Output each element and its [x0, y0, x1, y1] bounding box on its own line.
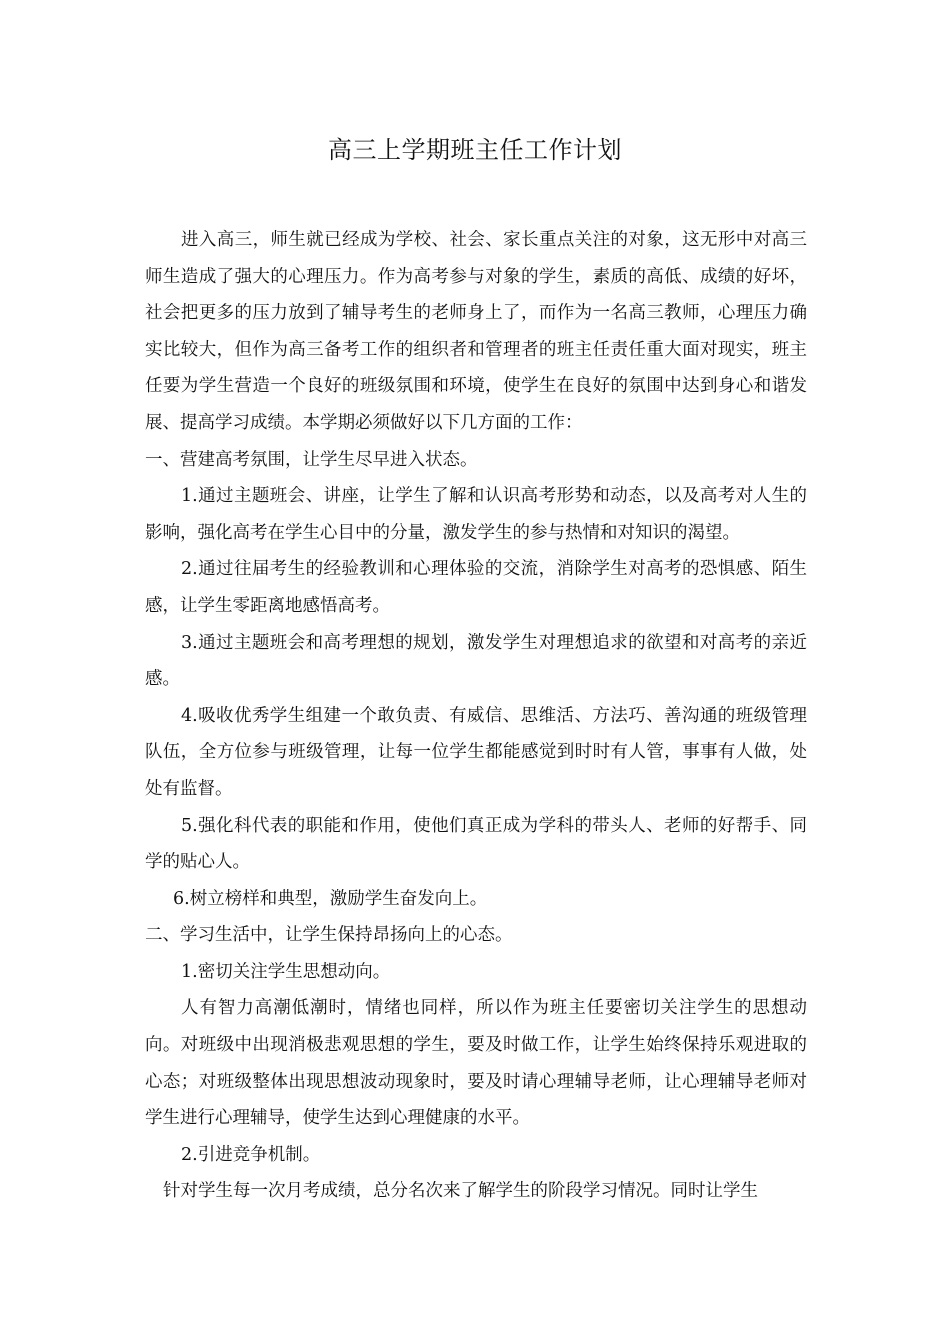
section-heading-1: 一、营建高考氛围，让学生尽早进入状态。: [145, 449, 478, 470]
list-item-1-3: 3.通过主题班会和高考理想的规划，激发学生对理想追求的欲望和对高考的亲近感。: [145, 632, 807, 690]
paragraph-2-1-detail: 人有智力高潮低潮时，情绪也同样，所以作为班主任要密切关注学生的思想动向。对班级中出现消极悲观思想的学生，要及时做工作，让学生始终保持乐观进取的心态；对班级整体出现思想波动现象时，要及时请心理辅导老师，让心理辅导老师对学生进行心理辅导，使学生达到心理健康的水平。: [145, 998, 807, 1129]
list-item-1-4: 4.吸收优秀学生组建一个敢负责、有威信、思维活、方法巧、善沟通的班级管理队伍，全方位参与班级管理，让每一位学生都能感觉到时时有人管，事事有人做，处处有监督。: [145, 705, 807, 799]
list-item-2-2: 2.引进竞争机制。: [181, 1144, 321, 1165]
document-title: 高三上学期班主任工作计划: [328, 136, 622, 164]
list-item-2-1: 1.密切关注学生思想动向。: [181, 961, 391, 982]
list-item-1-5: 5.强化科代表的职能和作用，使他们真正成为学科的带头人、老师的好帮手、同学的贴心人。: [145, 815, 807, 873]
list-item-1-6: 6.树立榜样和典型，激励学生奋发向上。: [173, 888, 488, 909]
intro-paragraph: 进入高三，师生就已经成为学校、社会、家长重点关注的对象，这无形中对高三师生造成了强大的心理压力。作为高考参与对象的学生，素质的高低、成绩的好坏，社会把更多的压力放到了辅导考生的老师身上了，而作为一名高三教师，心理压力确实比较大，但作为高三备考工作的组织者和管理者的班主任责任重大面对现实，班主任要为学生营造一个良好的班级氛围和环境，使学生在良好的氛围中达到身心和谐发展、提高学习成绩。本学期必须做好以下几方面的工作：: [145, 230, 807, 433]
list-item-1-2: 2.通过往届考生的经验教训和心理体验的交流，消除学生对高考的恐惧感、陌生感，让学生零距离地感悟高考。: [145, 559, 807, 616]
section-heading-2: 二、学习生活中，让学生保持昂扬向上的心态。: [145, 925, 513, 946]
list-item-1-1: 1.通过主题班会、讲座，让学生了解和认识高考形势和动态，以及高考对人生的影响，强化高考在学生心目中的分量，激发学生的参与热情和对知识的渴望。: [145, 486, 807, 543]
document-body: [145, 222, 807, 1210]
paragraph-2-2-detail: 针对学生每一次月考成绩，总分名次来了解学生的阶段学习情况。同时让学生: [163, 1181, 758, 1202]
